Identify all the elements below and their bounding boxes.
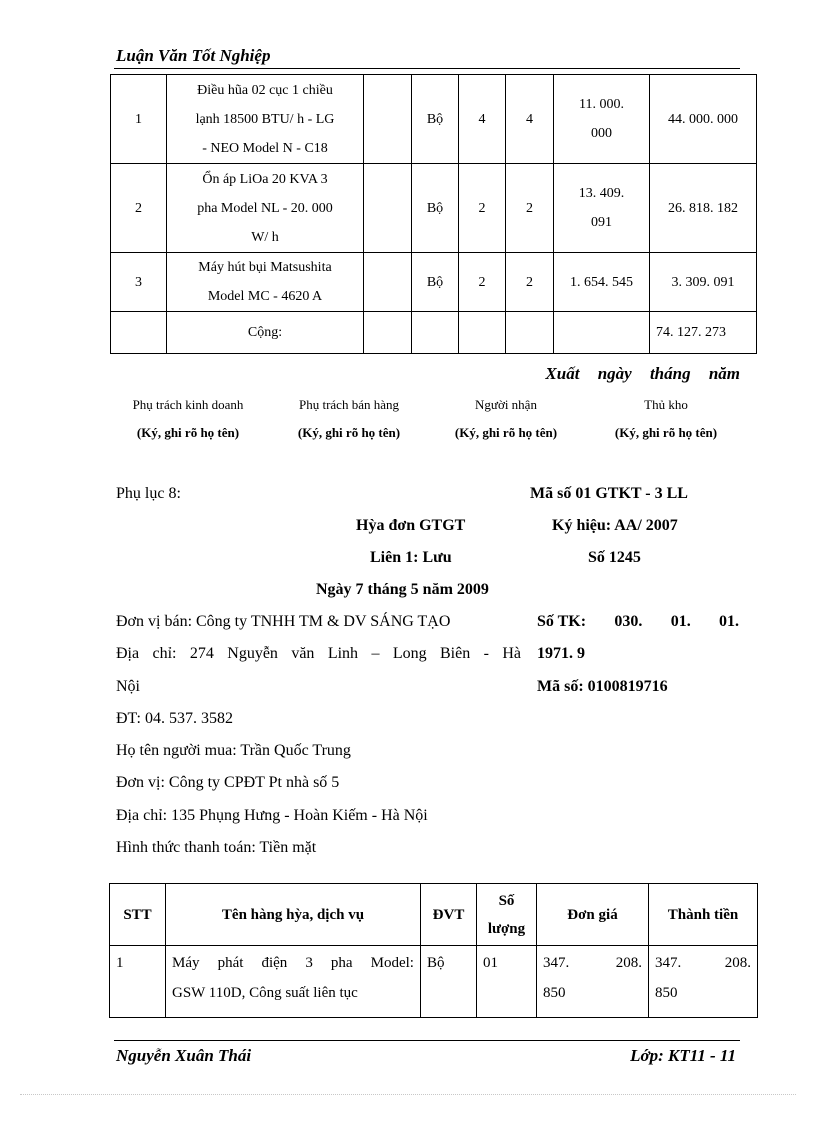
item-name-cell (167, 164, 364, 253)
word: pha (330, 955, 353, 971)
price-line: 13. 409. (578, 186, 625, 201)
word: phát (217, 955, 244, 971)
price-line: 11. 000. (579, 97, 624, 112)
footer-class: Lớp: KT11 - 11 (630, 1046, 736, 1065)
invoice-date: Ngày 7 tháng 5 năm 2009 (316, 581, 489, 598)
word: Máy (172, 955, 200, 971)
qty-cell: 01 (477, 946, 537, 1018)
stt-cell: 2 (111, 164, 167, 253)
item-name-cell (166, 946, 421, 1018)
table-row (111, 75, 757, 164)
total-part: 208. (724, 955, 751, 971)
empty-cell (459, 312, 506, 354)
stt-cell: 1 (111, 75, 167, 164)
empty-cell (412, 312, 459, 354)
qty-cell: 4 (506, 75, 554, 164)
price-line: 000 (591, 126, 612, 141)
page-edge-dotted-line (20, 1094, 796, 1095)
item-name-line: pha Model NL - 20. 000 (197, 200, 333, 216)
table-row (111, 164, 757, 253)
signature-role: Phụ trách bán hàng (298, 397, 399, 412)
total-line: 850 (655, 985, 678, 1001)
qty-cell: 2 (506, 164, 554, 253)
price-cell: 1. 654. 545 (554, 253, 650, 312)
word: Model: (370, 955, 414, 971)
item-name-line: - NEO Model N - C18 (202, 140, 328, 156)
price-line: 091 (591, 215, 612, 230)
total-cell: 26. 818. 182 (650, 164, 757, 253)
stt-cell: 1 (110, 946, 166, 1018)
unit-cell: Bộ (412, 75, 459, 164)
phone-line: ĐT: 04. 537. 3582 (116, 710, 233, 727)
signature-role: Người nhận (475, 397, 537, 412)
signature-note: (Ký, ghi rõ họ tên) (454, 425, 558, 440)
item-name-line: Máy hút bụi Matsushita (198, 260, 332, 275)
qty-cell: 2 (506, 253, 554, 312)
price-part: 208. (615, 955, 642, 971)
price-cell (554, 164, 650, 253)
total-cell (649, 946, 758, 1018)
header-qty (477, 884, 537, 946)
total-part: 347. (655, 955, 682, 971)
header-total: Thành tiền (649, 884, 758, 946)
address-line-2: Nội (116, 678, 140, 695)
invoice-copy: Liên 1: Lưu (370, 549, 452, 566)
account-line-2: 1971. 9 (537, 645, 585, 662)
seller-line: Đơn vị bán: Công ty TNHH TM & DV SÁNG TẠO (116, 613, 451, 630)
empty-cell (364, 164, 412, 253)
header-name: Tên hàng hỳa, dịch vụ (166, 884, 421, 946)
price-part: 347. (543, 955, 570, 971)
item-name-cell (167, 75, 364, 164)
price-cell (537, 946, 649, 1018)
signature-role: Phụ trách kinh doanh (132, 397, 244, 412)
item-name-line: GSW 110D, Công suất liên tục (172, 985, 358, 1001)
tax-code: Mã số: 0100819716 (537, 678, 668, 695)
empty-cell (364, 75, 412, 164)
account-part: 01. (719, 613, 739, 630)
table-header-row (110, 884, 758, 946)
empty-cell (554, 312, 650, 354)
payment-method: Hình thức thanh toán: Tiền mặt (116, 839, 317, 856)
header-stt: STT (110, 884, 166, 946)
empty-cell (364, 253, 412, 312)
table-row (111, 253, 757, 312)
header-price: Đơn giá (537, 884, 649, 946)
address-line: Địa chỉ: 274 Nguyễn văn Linh – Long Biên - Hà (116, 645, 521, 662)
header-qty-line: lượng (487, 920, 526, 937)
qty-cell: 2 (459, 164, 506, 253)
buyer-address: Địa chỉ: 135 Phụng Hưng - Hoàn Kiếm - Hà Nội (116, 807, 428, 824)
item-name-line: Điều hũa 02 cục 1 chiều (197, 82, 333, 98)
total-line (655, 948, 751, 978)
qty-cell: 2 (459, 253, 506, 312)
total-cell: 3. 309. 091 (650, 253, 757, 312)
stt-cell: 3 (111, 253, 167, 312)
account-part: 030. (614, 613, 643, 630)
total-label: Cộng: (167, 312, 364, 354)
header-qty-line: Số (498, 892, 515, 909)
footer-author: Nguyễn Xuân Thái (116, 1046, 252, 1065)
signature-block (274, 398, 424, 441)
total-row (111, 312, 757, 354)
footer-rule (114, 1040, 740, 1041)
word: 3 (305, 955, 313, 971)
account-part: 01. (670, 613, 691, 630)
signature-block (596, 398, 736, 441)
unit-cell: Bộ (421, 946, 477, 1018)
item-name-line (172, 948, 414, 978)
item-name-line: Model MC - 4620 A (207, 289, 323, 304)
invoice-title: Hỳa đơn GTGT (356, 517, 466, 534)
unit-cell: Bộ (412, 164, 459, 253)
item-name-line: W/ h (251, 229, 279, 245)
price-line (543, 948, 642, 978)
invoice-symbol: Ký hiệu: AA/ 2007 (552, 517, 678, 534)
table-row (110, 946, 758, 1018)
unit-cell: Bộ (412, 253, 459, 312)
invoice-number: Số 1245 (588, 549, 641, 566)
goods-table (110, 74, 757, 354)
signature-note: (Ký, ghi rõ họ tên) (297, 425, 401, 440)
item-name-cell (167, 253, 364, 312)
empty-cell (111, 312, 167, 354)
qty-cell: 4 (459, 75, 506, 164)
signature-block (436, 398, 576, 441)
total-cell: 44. 000. 000 (650, 75, 757, 164)
account-line (537, 612, 739, 632)
buyer-unit: Đơn vị: Công ty CPĐT Pt nhà số 5 (116, 774, 340, 791)
account-label: Số TK: (537, 613, 587, 630)
header-unit: ĐVT (421, 884, 477, 946)
word: điện (261, 955, 288, 971)
signature-block (116, 398, 260, 441)
header-rule (114, 68, 740, 69)
price-cell (554, 75, 650, 164)
price-line: 850 (543, 985, 566, 1001)
page-header-title: Luận Văn Tốt Nghiệp (116, 46, 271, 65)
item-name-line: Ổn áp LiOa 20 KVA 3 (202, 171, 328, 187)
item-name-line: lạnh 18500 BTU/ h - LG (195, 111, 335, 127)
signature-note: (Ký, ghi rõ họ tên) (136, 425, 240, 440)
total-value: 74. 127. 273 (650, 312, 757, 354)
form-code: Mã số 01 GTKT - 3 LL (530, 485, 688, 502)
invoice-table (109, 883, 758, 1018)
signature-note: (Ký, ghi rõ họ tên) (614, 425, 718, 440)
export-date-line: Xuất ngày tháng năm (545, 364, 740, 383)
signature-role: Thủ kho (644, 397, 688, 412)
empty-cell (506, 312, 554, 354)
empty-cell (364, 312, 412, 354)
buyer-name: Họ tên người mua: Trần Quốc Trung (116, 742, 351, 759)
appendix-label: Phụ lục 8: (116, 485, 181, 502)
